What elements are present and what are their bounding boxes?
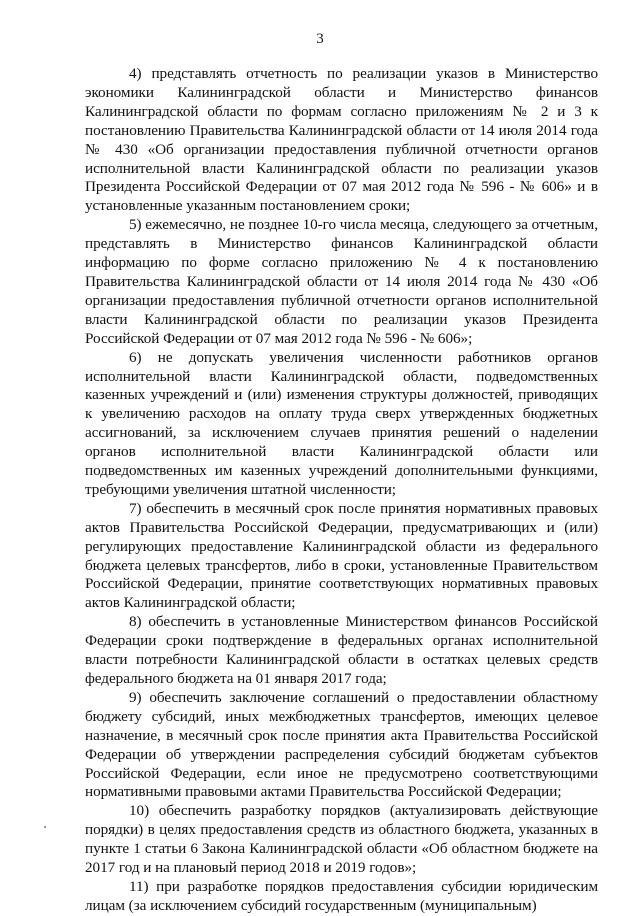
paragraph-item-6: 6) не допускать увеличения численности работников органов исполнительной власти Калининградской области, подведомственных казенных учреждений и (или) изменения структуры должностей, приводящих к увеличению расходов на оплату труда сверх утвержденных бюджетных ассигнований, за исключением случаев принятия решений о наделении органов исполнительной власти Калининградской области или подведомственных им казенных учреждений дополнительными функциями, требующими увеличения штатной численности; xyxy=(85,348,598,498)
scan-speck xyxy=(44,826,46,828)
paragraph-item-4: 4) представлять отчетность по реализации указов в Министерство экономики Калининградской области и Министерство финансов Калининградской области по формам согласно приложениям № 2 и 3 к постановлению Правительства Калининградской области от 14 июля 2014 года № 430 «Об организации предоставления публичной отчетности органов исполнительной власти Калининградской области по реализации указов Президента Российской Федерации от 07 мая 2012 года № 596 - № 606» и в установленные указанным постановлением сроки; xyxy=(85,65,598,215)
paragraph-item-5: 5) ежемесячно, не позднее 10-го числа месяца, следующего за отчетным, представлять в Министерство финансов Калининградской области информацию по форме согласно приложению № 4 к постановлению Правительства Калининградской области от 14 июля 2014 года № 430 «Об организации предоставления публичной отчетности органов исполнительной власти Калининградской области по реализации указов Президента Российской Федерации от 07 мая 2012 года № 596 - № 606»; xyxy=(85,216,598,347)
document-body xyxy=(85,65,598,916)
paragraph-item-9: 9) обеспечить заключение соглашений о предоставлении областному бюджету субсидий, иных межбюджетных трансфертов, имеющих целевое назначение, в месячный срок после принятия акта Правительства Российской Федерации об утверждении распределения субсидий бюджетам субъектов Российской Федерации, если иное не предусмотрено соответствующими нормативными правовыми актами Правительства Российской Федерации; xyxy=(85,688,598,801)
page-number: 3 xyxy=(316,31,324,47)
paragraph-item-11: 11) при разработке порядков предоставления субсидии юридическим лицам (за исключением субсидий государственным (муниципальным) xyxy=(85,877,598,914)
paragraph-item-10: 10) обеспечить разработку порядков (актуализировать действующие порядки) в целях предоставления средств из областного бюджета, указанных в пункте 1 статьи 6 Закона Калининградской области «Об областном бюджете на 2017 год и на плановый период 2018 и 2019 годов»; xyxy=(85,802,598,877)
paragraph-item-8: 8) обеспечить в установленные Министерством финансов Российской Федерации сроки подтверждение в федеральных органах исполнительной власти потребности Калининградской области в остатках целевых средств федерального бюджета на 01 января 2017 года; xyxy=(85,613,598,687)
paragraph-item-7: 7) обеспечить в месячный срок после принятия нормативных правовых актов Правительства Российской Федерации, предусматривающих и (или) регулирующих предоставление Калининградской области из федерального бюджета целевых трансфертов, либо в сроки, установленные Правительством Российской Федерации, принятие соответствующих нормативных правовых актов Калининградской области; xyxy=(85,499,598,612)
